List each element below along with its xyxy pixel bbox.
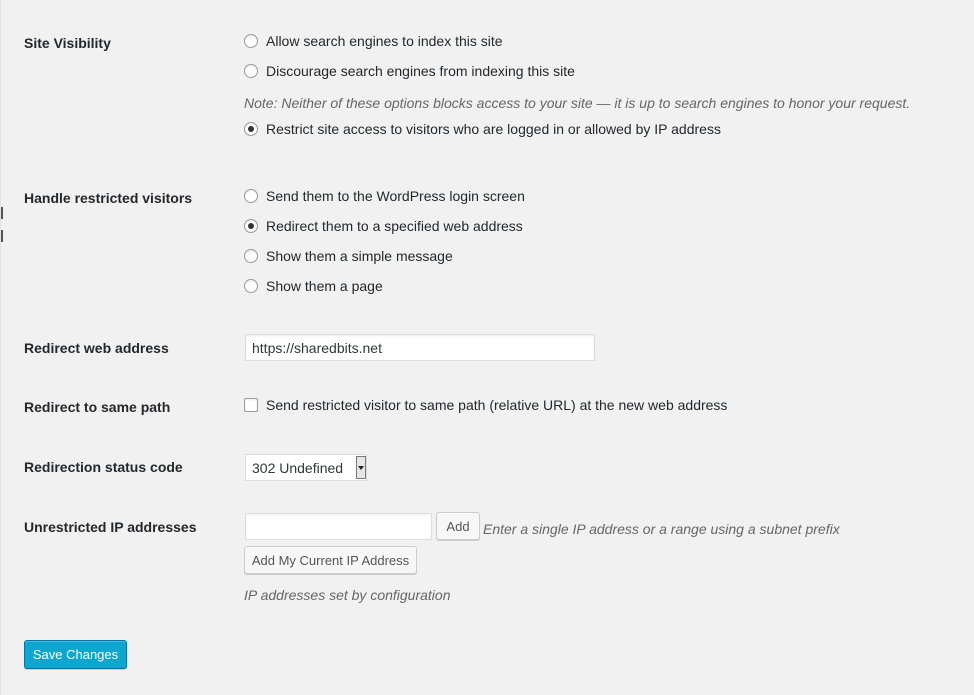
add-ip-button[interactable]: Add	[436, 512, 480, 540]
redirect-address-input[interactable]	[245, 334, 595, 361]
show-page-radio[interactable]	[244, 279, 258, 293]
option-label: Send them to the WordPress login screen	[266, 188, 525, 204]
restrict-access-radio[interactable]	[244, 122, 258, 136]
option-restrict-access[interactable]	[244, 121, 721, 137]
option-discourage-indexing[interactable]	[244, 63, 575, 79]
ip-config-note: IP addresses set by configuration	[244, 587, 451, 603]
allow-indexing-radio[interactable]	[244, 34, 258, 48]
option-redirect-address[interactable]	[244, 218, 523, 234]
save-changes-button[interactable]: Save Changes	[24, 640, 127, 669]
option-label: Restrict site access to visitors who are logged in or allowed by IP address	[266, 121, 721, 137]
option-label: Redirect them to a specified web address	[266, 218, 523, 234]
option-simple-message[interactable]	[244, 248, 453, 264]
option-show-page[interactable]	[244, 278, 383, 294]
status-code-select[interactable]	[245, 454, 367, 481]
redirect-same-path-label: Redirect to same path	[24, 399, 171, 415]
dropdown-arrow-icon[interactable]	[356, 456, 366, 479]
site-visibility-label: Site Visibility	[24, 35, 111, 51]
redirect-address-radio[interactable]	[244, 219, 258, 233]
add-current-ip-button[interactable]: Add My Current IP Address	[244, 546, 417, 574]
login-screen-radio[interactable]	[244, 189, 258, 203]
unrestricted-ip-label: Unrestricted IP addresses	[24, 519, 197, 535]
simple-message-radio[interactable]	[244, 249, 258, 263]
handle-restricted-label: Handle restricted visitors	[24, 190, 193, 206]
ip-address-input[interactable]	[245, 513, 432, 540]
option-login-screen[interactable]	[244, 188, 525, 204]
discourage-indexing-radio[interactable]	[244, 64, 258, 78]
status-code-selected: 302 Undefined	[252, 459, 344, 476]
edge-marker	[1, 230, 3, 242]
option-label: Show them a page	[266, 278, 383, 294]
redirect-address-label: Redirect web address	[24, 340, 169, 356]
search-engine-note: Note: Neither of these options blocks access to your site — it is up to search engines to honor your request.	[244, 95, 911, 111]
redirection-status-label: Redirection status code	[24, 459, 183, 475]
option-label: Discourage search engines from indexing this site	[266, 63, 575, 79]
same-path-option[interactable]	[244, 397, 727, 413]
same-path-checkbox[interactable]	[244, 398, 258, 412]
edge-marker	[1, 207, 3, 219]
same-path-checkbox-label: Send restricted visitor to same path (relative URL) at the new web address	[266, 397, 728, 413]
ip-hint: Enter a single IP address or a range using a subnet prefix	[483, 521, 840, 537]
option-allow-indexing[interactable]	[244, 33, 503, 49]
option-label: Show them a simple message	[266, 248, 453, 264]
option-label: Allow search engines to index this site	[266, 33, 503, 49]
